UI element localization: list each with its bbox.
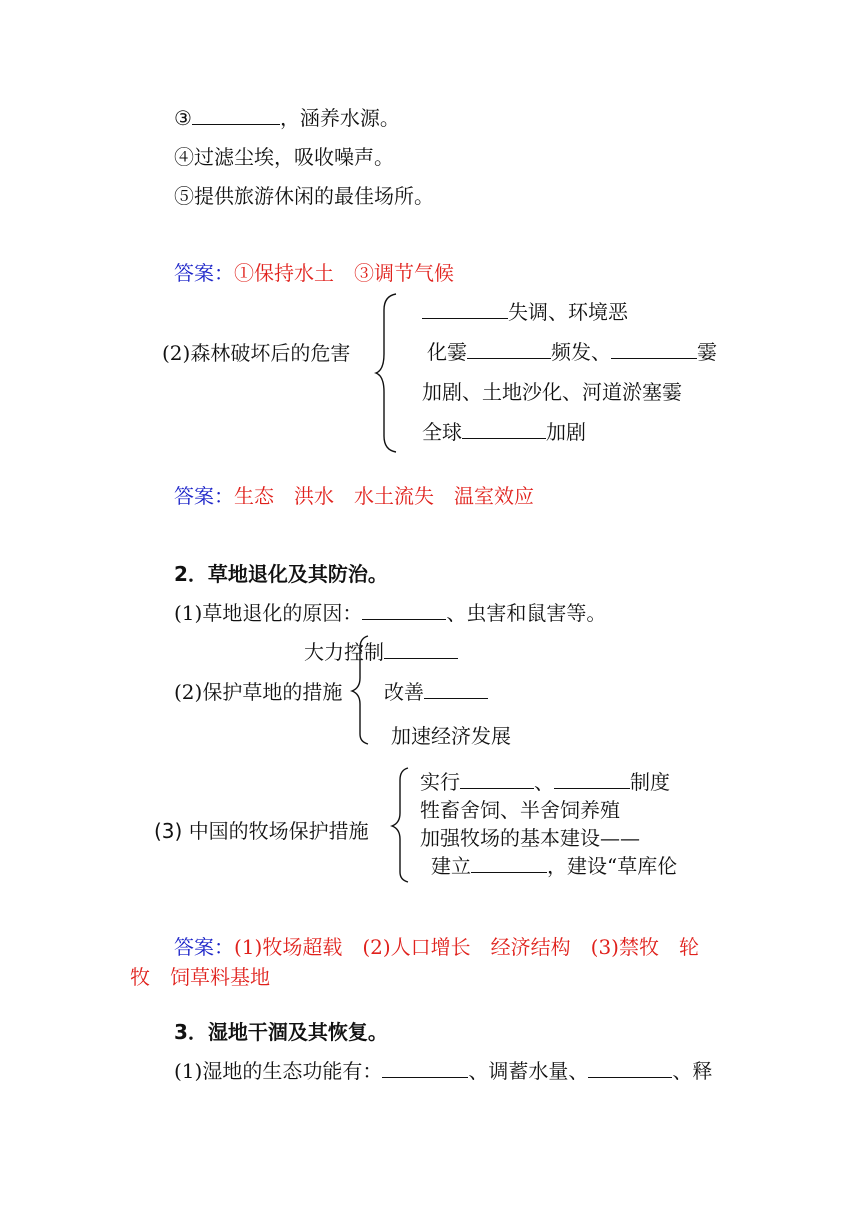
pasture-measure-3: 加强牧场的基本建设—— — [420, 826, 640, 850]
section-2-heading: 2．草地退化及其防治。 — [174, 562, 388, 586]
fill-blank[interactable] — [471, 852, 547, 873]
answer-text: 生态 洪水 水土流失 温室效应 — [234, 484, 534, 508]
harm-item-2: 化霎 频发、 霎 — [427, 340, 717, 364]
grassland-measure-2: 改善 — [384, 678, 488, 706]
answer-text: ①保持水土 ③调节气候 — [234, 261, 454, 285]
item-5: ⑤提供旅游休闲的最佳场所。 — [174, 184, 434, 208]
grassland-measures-label: (2)保护草地的措施 — [174, 680, 343, 704]
fill-blank[interactable] — [467, 338, 551, 359]
pasture-measure-4: 建立 ，建设“草库伦 — [431, 854, 678, 878]
forest-harm-label: (2)森林破坏后的危害 — [162, 341, 351, 365]
answer-3-line-2: 牧 饲草料基地 — [130, 965, 270, 989]
wetland-functions: (1)湿地的生态功能有： 、调蓄水量、 、释 — [174, 1059, 713, 1083]
fill-blank[interactable] — [424, 678, 488, 699]
answer-1 — [174, 259, 454, 287]
harm-item-3: 加剧、土地沙化、河道淤塞霎 — [422, 380, 682, 404]
answer-label: 答案： — [174, 484, 234, 508]
fill-blank[interactable] — [362, 599, 446, 620]
grassland-measure-3: 加速经济发展 — [391, 724, 511, 748]
harm-item-4: 全球 加剧 — [422, 420, 586, 444]
left-brace-icon — [374, 292, 404, 454]
pasture-measures-label: (3) 中国的牧场保护措施 — [154, 819, 369, 843]
answer-3-line-1 — [174, 933, 699, 961]
answer-text: (1)牧场超载 (2)人口增长 经济结构 (3)禁牧 轮 — [234, 935, 699, 959]
fill-blank[interactable] — [422, 298, 508, 319]
fill-blank[interactable] — [611, 338, 697, 359]
left-brace-icon — [390, 766, 414, 884]
pasture-measure-2: 牲畜舍饲、半舍饲养殖 — [420, 798, 620, 822]
grassland-measure-1: 大力控制 — [304, 638, 458, 666]
item-3: ③ ，涵养水源。 — [174, 106, 400, 130]
answer-2 — [174, 482, 534, 510]
harm-item-1: 失调、环境恶 — [422, 298, 628, 326]
fill-blank[interactable] — [384, 638, 458, 659]
left-brace-icon — [350, 634, 374, 746]
pasture-measure-1: 实行 、 制度 — [420, 770, 670, 794]
grassland-cause: (1)草地退化的原因： 、虫害和鼠害等。 — [174, 601, 607, 625]
fill-blank[interactable] — [462, 418, 546, 439]
fill-blank[interactable] — [554, 768, 630, 789]
answer-label: 答案： — [174, 261, 234, 285]
fill-blank[interactable] — [460, 768, 534, 789]
fill-blank[interactable] — [588, 1057, 672, 1078]
fill-blank[interactable] — [192, 104, 280, 125]
item-4: ④过滤尘埃，吸收噪声。 — [174, 145, 394, 169]
fill-blank[interactable] — [382, 1057, 468, 1078]
section-3-heading: 3．湿地干涸及其恢复。 — [174, 1020, 388, 1044]
answer-label: 答案： — [174, 935, 234, 959]
